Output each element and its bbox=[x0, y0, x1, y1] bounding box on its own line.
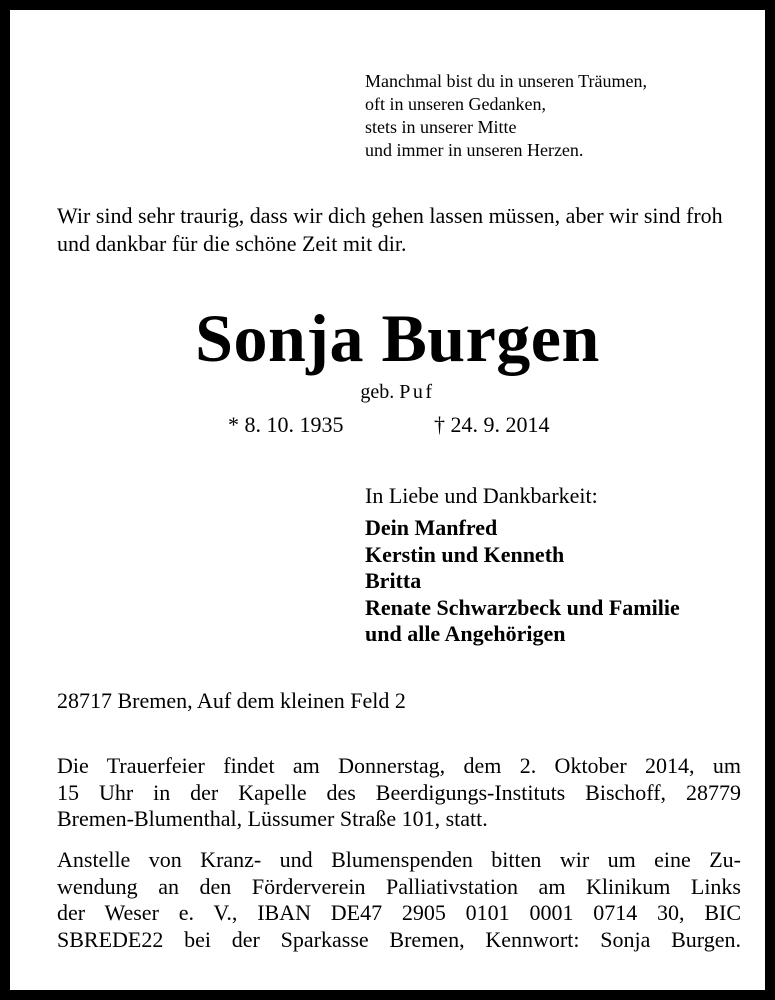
birth-name-line bbox=[10, 379, 775, 405]
poem-line: und immer in unseren Herzen. bbox=[365, 140, 584, 160]
intro-text: Wir sind sehr traurig, dass wir dich gehen lassen müssen, aber wir sind froh und dankbar für die schöne Zeit mit dir. bbox=[57, 203, 723, 256]
memorial-poem bbox=[365, 70, 647, 162]
mourner-name: Kerstin und Kenneth bbox=[365, 541, 565, 567]
poem-line: Manchmal bist du in unseren Träumen, bbox=[365, 71, 647, 91]
donation-line: SBREDE22 bei der Sparkasse Bremen, Kennwort: Sonja Burgen. bbox=[57, 926, 741, 952]
mourner-name: und alle Angehörigen bbox=[365, 621, 566, 646]
funeral-info bbox=[57, 753, 741, 833]
family-address: 28717 Bremen, Auf dem kleinen Feld 2 bbox=[57, 688, 406, 713]
poem-line: oft in unseren Gedanken, bbox=[365, 94, 546, 114]
death-date: † 24. 9. 2014 bbox=[434, 412, 550, 437]
deceased-name: Sonja Burgen bbox=[195, 300, 600, 376]
mourner-name: Dein Manfred bbox=[365, 515, 498, 540]
birth-name-prefix: geb. bbox=[360, 381, 395, 403]
mourner-name: Renate Schwarzbeck und Familie bbox=[365, 594, 680, 620]
donation-line: wendung an den Förderverein Palliativstation am Klinikum Links bbox=[57, 873, 741, 899]
birth-date: * 8. 10. 1935 bbox=[228, 412, 344, 437]
donation-info bbox=[57, 847, 741, 953]
mourners-lead: In Liebe und Dankbarkeit: bbox=[365, 483, 598, 508]
mourner-name: Britta bbox=[365, 568, 422, 593]
funeral-line: Die Trauerfeier findet am Donnerstag, dem 2. Oktober 2014, um bbox=[57, 753, 741, 778]
funeral-line: Bremen-Blumenthal, Lüssumer Straße 101, statt. bbox=[57, 806, 488, 831]
funeral-line: 15 Uhr in der Kapelle des Beerdigungs-Instituts Bischoff, 28779 bbox=[57, 779, 741, 805]
poem-line: stets in unserer Mitte bbox=[365, 117, 517, 137]
donation-line: Anstelle von Kranz- und Blumenspenden bitten wir um eine Zu- bbox=[57, 847, 741, 872]
birth-name: Puf bbox=[399, 381, 435, 403]
mourners-block bbox=[365, 482, 680, 648]
donation-line: der Weser e. V., IBAN DE47 2905 0101 0001 0714 30, BIC bbox=[57, 900, 741, 925]
